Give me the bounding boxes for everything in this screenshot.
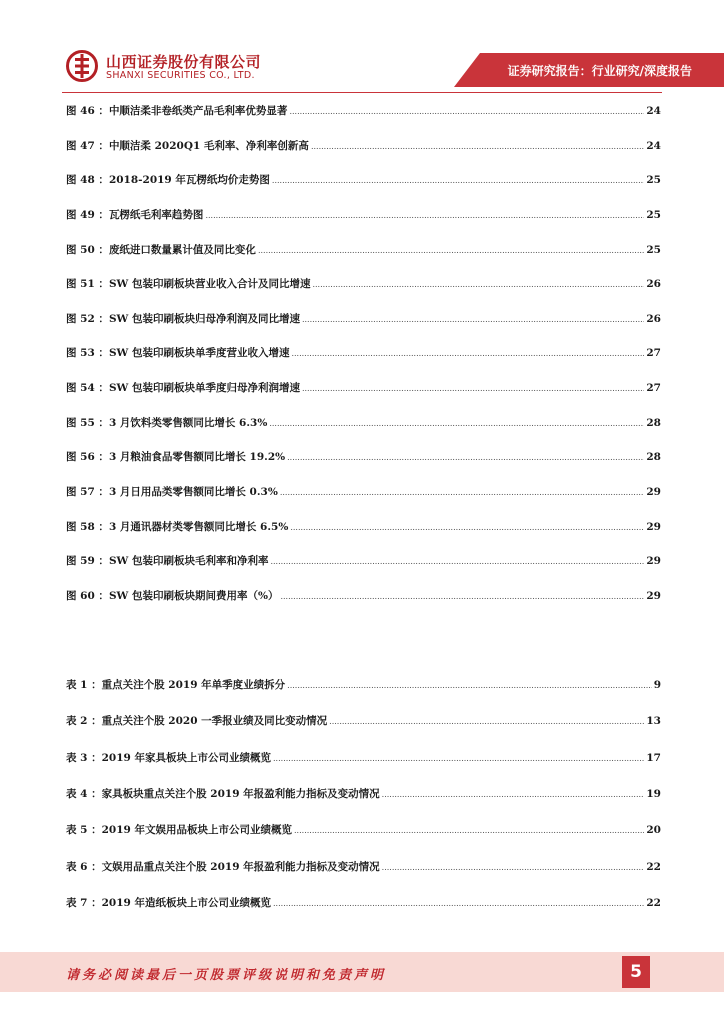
toc-entry-label: 图 53 ： [66, 347, 109, 360]
toc-entry-page: 25 [646, 243, 661, 256]
toc-leader-dots [269, 416, 644, 432]
toc-entry-page: 22 [646, 896, 661, 909]
toc-figure-entry[interactable] [66, 588, 661, 604]
toc-entry-page: 19 [646, 787, 661, 800]
toc-entry-title: SW 包装印刷板块营业收入合计及同比增速 [108, 278, 311, 291]
toc-entry-label: 表 1 ： [66, 679, 102, 691]
toc-figure-entry[interactable] [66, 138, 661, 154]
toc-entry-label: 图 59 ： [66, 555, 109, 568]
toc-figure-entry[interactable] [66, 345, 661, 361]
toc-entry-label: 图 48 ： [66, 174, 109, 187]
report-type-label: 证券研究报告：行业研究/深度报告 [507, 64, 692, 78]
toc-table-entry[interactable] [66, 895, 661, 911]
toc-entry-title: 2019 年家具板块上市公司业绩概览 [101, 751, 272, 764]
toc-entry-label: 图 51 ： [66, 278, 109, 291]
toc-leader-dots [289, 104, 644, 120]
toc-entry-title: 3 月饮料类零售额同比增长 6.3% [108, 416, 268, 429]
toc-entry-title: SW 包装印刷板块单季度营业收入增速 [108, 347, 290, 360]
toc-figure-entry[interactable] [66, 380, 661, 396]
company-logo-icon [66, 50, 98, 82]
toc-entry-label: 图 47 ： [66, 139, 109, 152]
toc-table-entry[interactable] [66, 677, 661, 693]
toc-entry-title: 家具板块重点关注个股 2019 年报盈利能力指标及变动情况 [101, 787, 380, 800]
toc-figure-entry[interactable] [66, 172, 661, 188]
toc-entry-title: 重点关注个股 2019 年单季度业绩拆分 [101, 679, 286, 691]
toc-entry-title: 2019 年文娱用品板块上市公司业绩概览 [101, 824, 293, 837]
toc-figure-entry[interactable] [66, 553, 661, 569]
toc-entry-page: 29 [646, 486, 661, 499]
toc-entry-title: SW 包装印刷板块期间费用率（%） [108, 589, 279, 602]
toc-entry-title: SW 包装印刷板块归母净利润及同比增速 [108, 312, 300, 325]
toc-entry-page: 27 [646, 347, 661, 360]
toc-entry-page: 24 [646, 105, 661, 117]
toc-entry-page: 13 [646, 715, 661, 728]
toc-entry-label: 图 52 ： [66, 312, 109, 325]
toc-entry-page: 26 [646, 278, 661, 291]
toc-entry-page: 28 [646, 416, 661, 429]
toc-entry-label: 图 54 ： [66, 382, 109, 395]
toc-entry-page: 25 [646, 208, 661, 221]
toc-entry-page: 29 [646, 589, 661, 602]
toc-figure-entry[interactable] [66, 484, 661, 500]
toc-figure-entry[interactable] [66, 449, 661, 465]
toc-entry-title: SW 包装印刷板块单季度归母净利润增速 [108, 382, 300, 395]
toc-entry-title: 文娱用品重点关注个股 2019 年报盈利能力指标及变动情况 [101, 860, 380, 873]
toc-entry-label: 图 55 ： [66, 416, 109, 429]
toc-entry-page: 20 [646, 824, 661, 837]
toc-leader-dots [280, 485, 645, 501]
toc-entry-title: 中顺洁柔 2020Q1 毛利率、净利率创新高 [108, 139, 309, 152]
toc-entry-title: 瓦楞纸毛利率趋势图 [108, 208, 204, 221]
toc-figure-entry[interactable] [66, 103, 661, 119]
toc-entry-page: 28 [646, 451, 661, 464]
toc-leader-dots [287, 678, 652, 694]
toc-entry-title: 3 月日用品类零售额同比增长 0.3% [108, 486, 278, 499]
toc-leader-dots [311, 139, 644, 155]
toc-entry-page: 26 [646, 312, 661, 325]
toc-leader-dots [291, 346, 644, 362]
toc-entry-label: 图 50 ： [66, 243, 109, 256]
toc-entry-page: 25 [646, 174, 661, 187]
toc-entry-label: 表 4 ： [66, 787, 102, 800]
toc-entry-title: 2018-2019 年瓦楞纸均价走势图 [108, 174, 270, 187]
toc-leader-dots [302, 381, 644, 397]
toc-entry-page: 17 [646, 751, 661, 764]
toc-leader-dots [273, 751, 644, 767]
toc-figure-entry[interactable] [66, 519, 661, 535]
header-divider [62, 92, 662, 93]
toc-entry-label: 图 46 ： [66, 105, 109, 117]
toc-leader-dots [272, 173, 644, 189]
toc-leader-dots [205, 208, 644, 224]
toc-leader-dots [280, 589, 644, 605]
toc-entry-title: 中顺洁柔非卷纸类产品毛利率优势显著 [108, 105, 288, 117]
toc-table-entry[interactable] [66, 786, 661, 802]
toc-entry-title: 2019 年造纸板块上市公司业绩概览 [101, 896, 272, 909]
toc-table-entry[interactable] [66, 713, 661, 729]
toc-entry-title: 3 月粮油食品零售额同比增长 19.2% [108, 451, 286, 464]
toc-leader-dots [382, 787, 645, 803]
toc-leader-dots [312, 277, 644, 293]
toc-entry-label: 图 58 ： [66, 520, 109, 533]
toc-leader-dots [287, 450, 644, 466]
toc-leader-dots [302, 312, 644, 328]
toc-entry-label: 表 7 ： [66, 896, 102, 909]
toc-entry-page: 27 [646, 382, 661, 395]
toc-entry-label: 图 60 ： [66, 589, 109, 602]
toc-entry-title: 废纸进口数量累计值及同比变化 [108, 243, 256, 256]
toc-figure-entry[interactable] [66, 415, 661, 431]
toc-entry-page: 29 [646, 555, 661, 568]
toc-leader-dots [270, 554, 644, 570]
toc-entry-label: 表 6 ： [66, 860, 102, 873]
toc-entry-page: 9 [653, 679, 661, 691]
toc-entry-label: 表 3 ： [66, 751, 102, 764]
toc-figure-entry[interactable] [66, 242, 661, 258]
company-name-cn: 山西证券股份有限公司 [106, 53, 262, 71]
toc-figure-entry[interactable] [66, 207, 661, 223]
footer-disclaimer: 请务必阅读最后一页股票评级说明和免责声明 [66, 968, 387, 983]
toc-entry-label: 表 5 ： [66, 824, 102, 837]
toc-entry-page: 24 [646, 139, 661, 152]
toc-leader-dots [258, 243, 644, 259]
toc-figure-entry[interactable] [66, 311, 661, 327]
toc-entry-label: 图 56 ： [66, 451, 109, 464]
toc-entry-label: 图 57 ： [66, 486, 109, 499]
toc-entry-title: SW 包装印刷板块毛利率和净利率 [108, 555, 269, 568]
toc-table-entry[interactable] [66, 750, 661, 766]
toc-leader-dots [290, 520, 644, 536]
toc-entry-page: 29 [646, 520, 661, 533]
toc-entry-page: 22 [646, 860, 661, 873]
page-number: 5 [622, 956, 650, 988]
toc-table-entry[interactable] [66, 859, 661, 875]
toc-table-entry[interactable] [66, 822, 661, 838]
company-name-en: SHANXI SECURITIES CO., LTD. [106, 70, 255, 81]
page-header [0, 0, 724, 96]
toc-figure-entry[interactable] [66, 276, 661, 292]
toc-leader-dots [294, 823, 644, 839]
toc-leader-dots [273, 896, 644, 912]
toc-leader-dots [329, 714, 644, 730]
toc-entry-title: 3 月通讯器材类零售额同比增长 6.5% [108, 520, 289, 533]
toc-entry-label: 图 49 ： [66, 208, 109, 221]
toc-leader-dots [382, 860, 645, 876]
toc-entry-label: 表 2 ： [66, 715, 102, 728]
toc-entry-title: 重点关注个股 2020 一季报业绩及同比变动情况 [101, 715, 328, 728]
